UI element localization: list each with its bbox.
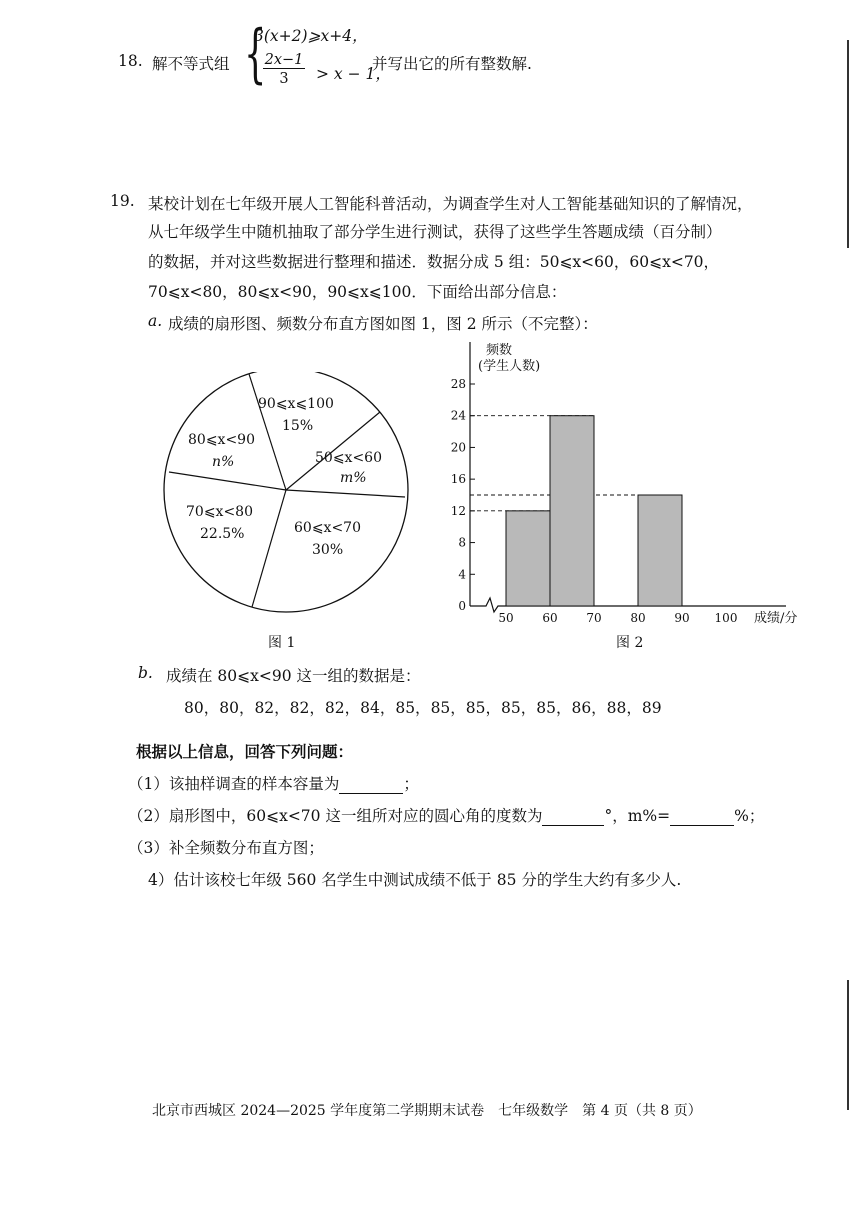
x-axis-label: 成绩/分 bbox=[754, 611, 798, 626]
y-tick-label: 4 bbox=[458, 567, 466, 582]
part-b-text: 成绩在 80⩽x<90 这一组的数据是： bbox=[166, 667, 421, 685]
q18-tail: 并写出它的所有整数解. bbox=[372, 55, 532, 73]
histogram-bar bbox=[550, 416, 594, 606]
q18-inequality-2: > x − 1， bbox=[316, 65, 391, 83]
x-tick-label: 70 bbox=[586, 611, 602, 625]
question-2-degree: °，m%= bbox=[604, 807, 671, 825]
question-4: 4）估计该校七年级 560 名学生中测试成绩不低于 85 分的学生大约有多少人. bbox=[148, 871, 682, 889]
fraction-denominator: 3 bbox=[279, 71, 289, 87]
part-a-label: a. bbox=[148, 312, 163, 330]
q18-inequality-1: 3(x+2)⩾x+4， bbox=[254, 27, 368, 45]
q19-line-1: 某校计划在七年级开展人工智能科普活动，为调查学生对人工智能基础知识的了解情况， bbox=[148, 195, 753, 213]
figure-2-caption: 图 2 bbox=[616, 635, 644, 651]
question-2-end: %； bbox=[734, 807, 765, 825]
answer-blank[interactable] bbox=[542, 807, 604, 826]
questions-header: 根据以上信息，回答下列问题： bbox=[136, 742, 354, 761]
histogram-bar bbox=[638, 495, 682, 606]
pie-label-range: 70⩽x<80 bbox=[186, 504, 253, 520]
x-tick-label: 90 bbox=[674, 611, 690, 625]
q18-fraction bbox=[254, 52, 314, 87]
pie-label-pct: 30% bbox=[312, 542, 344, 558]
answer-blank[interactable] bbox=[670, 807, 734, 826]
pie-label-pct: m% bbox=[340, 470, 367, 486]
question-2-text: （2）扇形图中，60⩽x<70 这一组所对应的圆心角的度数为 bbox=[128, 807, 543, 825]
pie-divider bbox=[252, 490, 286, 607]
pie-label-range: 50⩽x<60 bbox=[315, 450, 382, 466]
q19-line-2: 从七年级学生中随机抽取了部分学生进行测试，获得了这些学生答题成绩（百分制） bbox=[148, 223, 722, 241]
y-tick-label: 28 bbox=[450, 377, 466, 391]
x-tick-label: 60 bbox=[542, 611, 558, 625]
system-brace: { bbox=[244, 17, 267, 91]
y-axis-label-unit: (学生人数) bbox=[478, 359, 541, 374]
x-tick-label: 100 bbox=[714, 611, 738, 625]
x-tick-label: 80 bbox=[630, 611, 646, 625]
x-tick-label: 50 bbox=[498, 611, 514, 625]
question-3: （3）补全频数分布直方图； bbox=[128, 839, 324, 857]
answer-blank[interactable] bbox=[339, 775, 403, 794]
y-tick-label: 20 bbox=[450, 440, 466, 455]
q19-line-3: 的数据，并对这些数据进行整理和描述．数据分成 5 组：50⩽x<60，60⩽x<70， bbox=[148, 253, 720, 271]
pie-divider bbox=[169, 472, 286, 490]
part-b-data: 80，80，82，82，82，84，85，85，85，85，85，86，88，89 bbox=[184, 699, 662, 717]
y-axis-label: 频数 bbox=[486, 343, 513, 358]
q18-intro: 解不等式组 bbox=[152, 55, 230, 73]
pie-label-pct: 22.5% bbox=[200, 526, 245, 542]
pie-label-range: 80⩽x<90 bbox=[188, 432, 255, 448]
y-tick-label: 16 bbox=[450, 472, 466, 487]
q19-line-4: 70⩽x<80，80⩽x<90，90⩽x⩽100．下面给出部分信息： bbox=[148, 283, 567, 301]
pie-chart-figure bbox=[160, 372, 420, 622]
fraction-numerator: 2x−1 bbox=[264, 52, 304, 68]
question-2 bbox=[128, 804, 764, 826]
histogram-bar bbox=[506, 511, 550, 606]
y-tick-label: 8 bbox=[458, 535, 466, 550]
page-footer: 北京市西城区 2024—2025 学年度第二学期期末试卷 七年级数学 第 4 页（共 8 页） bbox=[152, 1103, 702, 1119]
question-1-end: ； bbox=[403, 775, 419, 793]
pie-label-range: 60⩽x<70 bbox=[294, 520, 361, 536]
pie-label-pct: 15% bbox=[282, 418, 314, 434]
q19-number: 19. bbox=[110, 192, 135, 210]
pie-divider bbox=[286, 490, 405, 497]
question-1 bbox=[128, 772, 419, 794]
y-tick-label: 12 bbox=[450, 503, 466, 518]
pie-label-range: 90⩽x⩽100 bbox=[258, 396, 334, 412]
part-b-label: b. bbox=[138, 664, 153, 682]
q18-number: 18. bbox=[118, 52, 143, 70]
part-a-text: 成绩的扇形图、频数分布直方图如图 1，图 2 所示（不完整）： bbox=[168, 315, 598, 333]
question-1-text: （1）该抽样调查的样本容量为 bbox=[128, 775, 340, 793]
scan-edge-mark bbox=[847, 40, 849, 248]
pie-label-pct: n% bbox=[212, 454, 235, 470]
y-tick-label: 24 bbox=[450, 408, 466, 423]
figure-1-caption: 图 1 bbox=[268, 635, 296, 651]
y-tick-label: 0 bbox=[458, 599, 466, 613]
scan-edge-mark bbox=[847, 980, 849, 1110]
histogram-figure bbox=[440, 338, 840, 628]
